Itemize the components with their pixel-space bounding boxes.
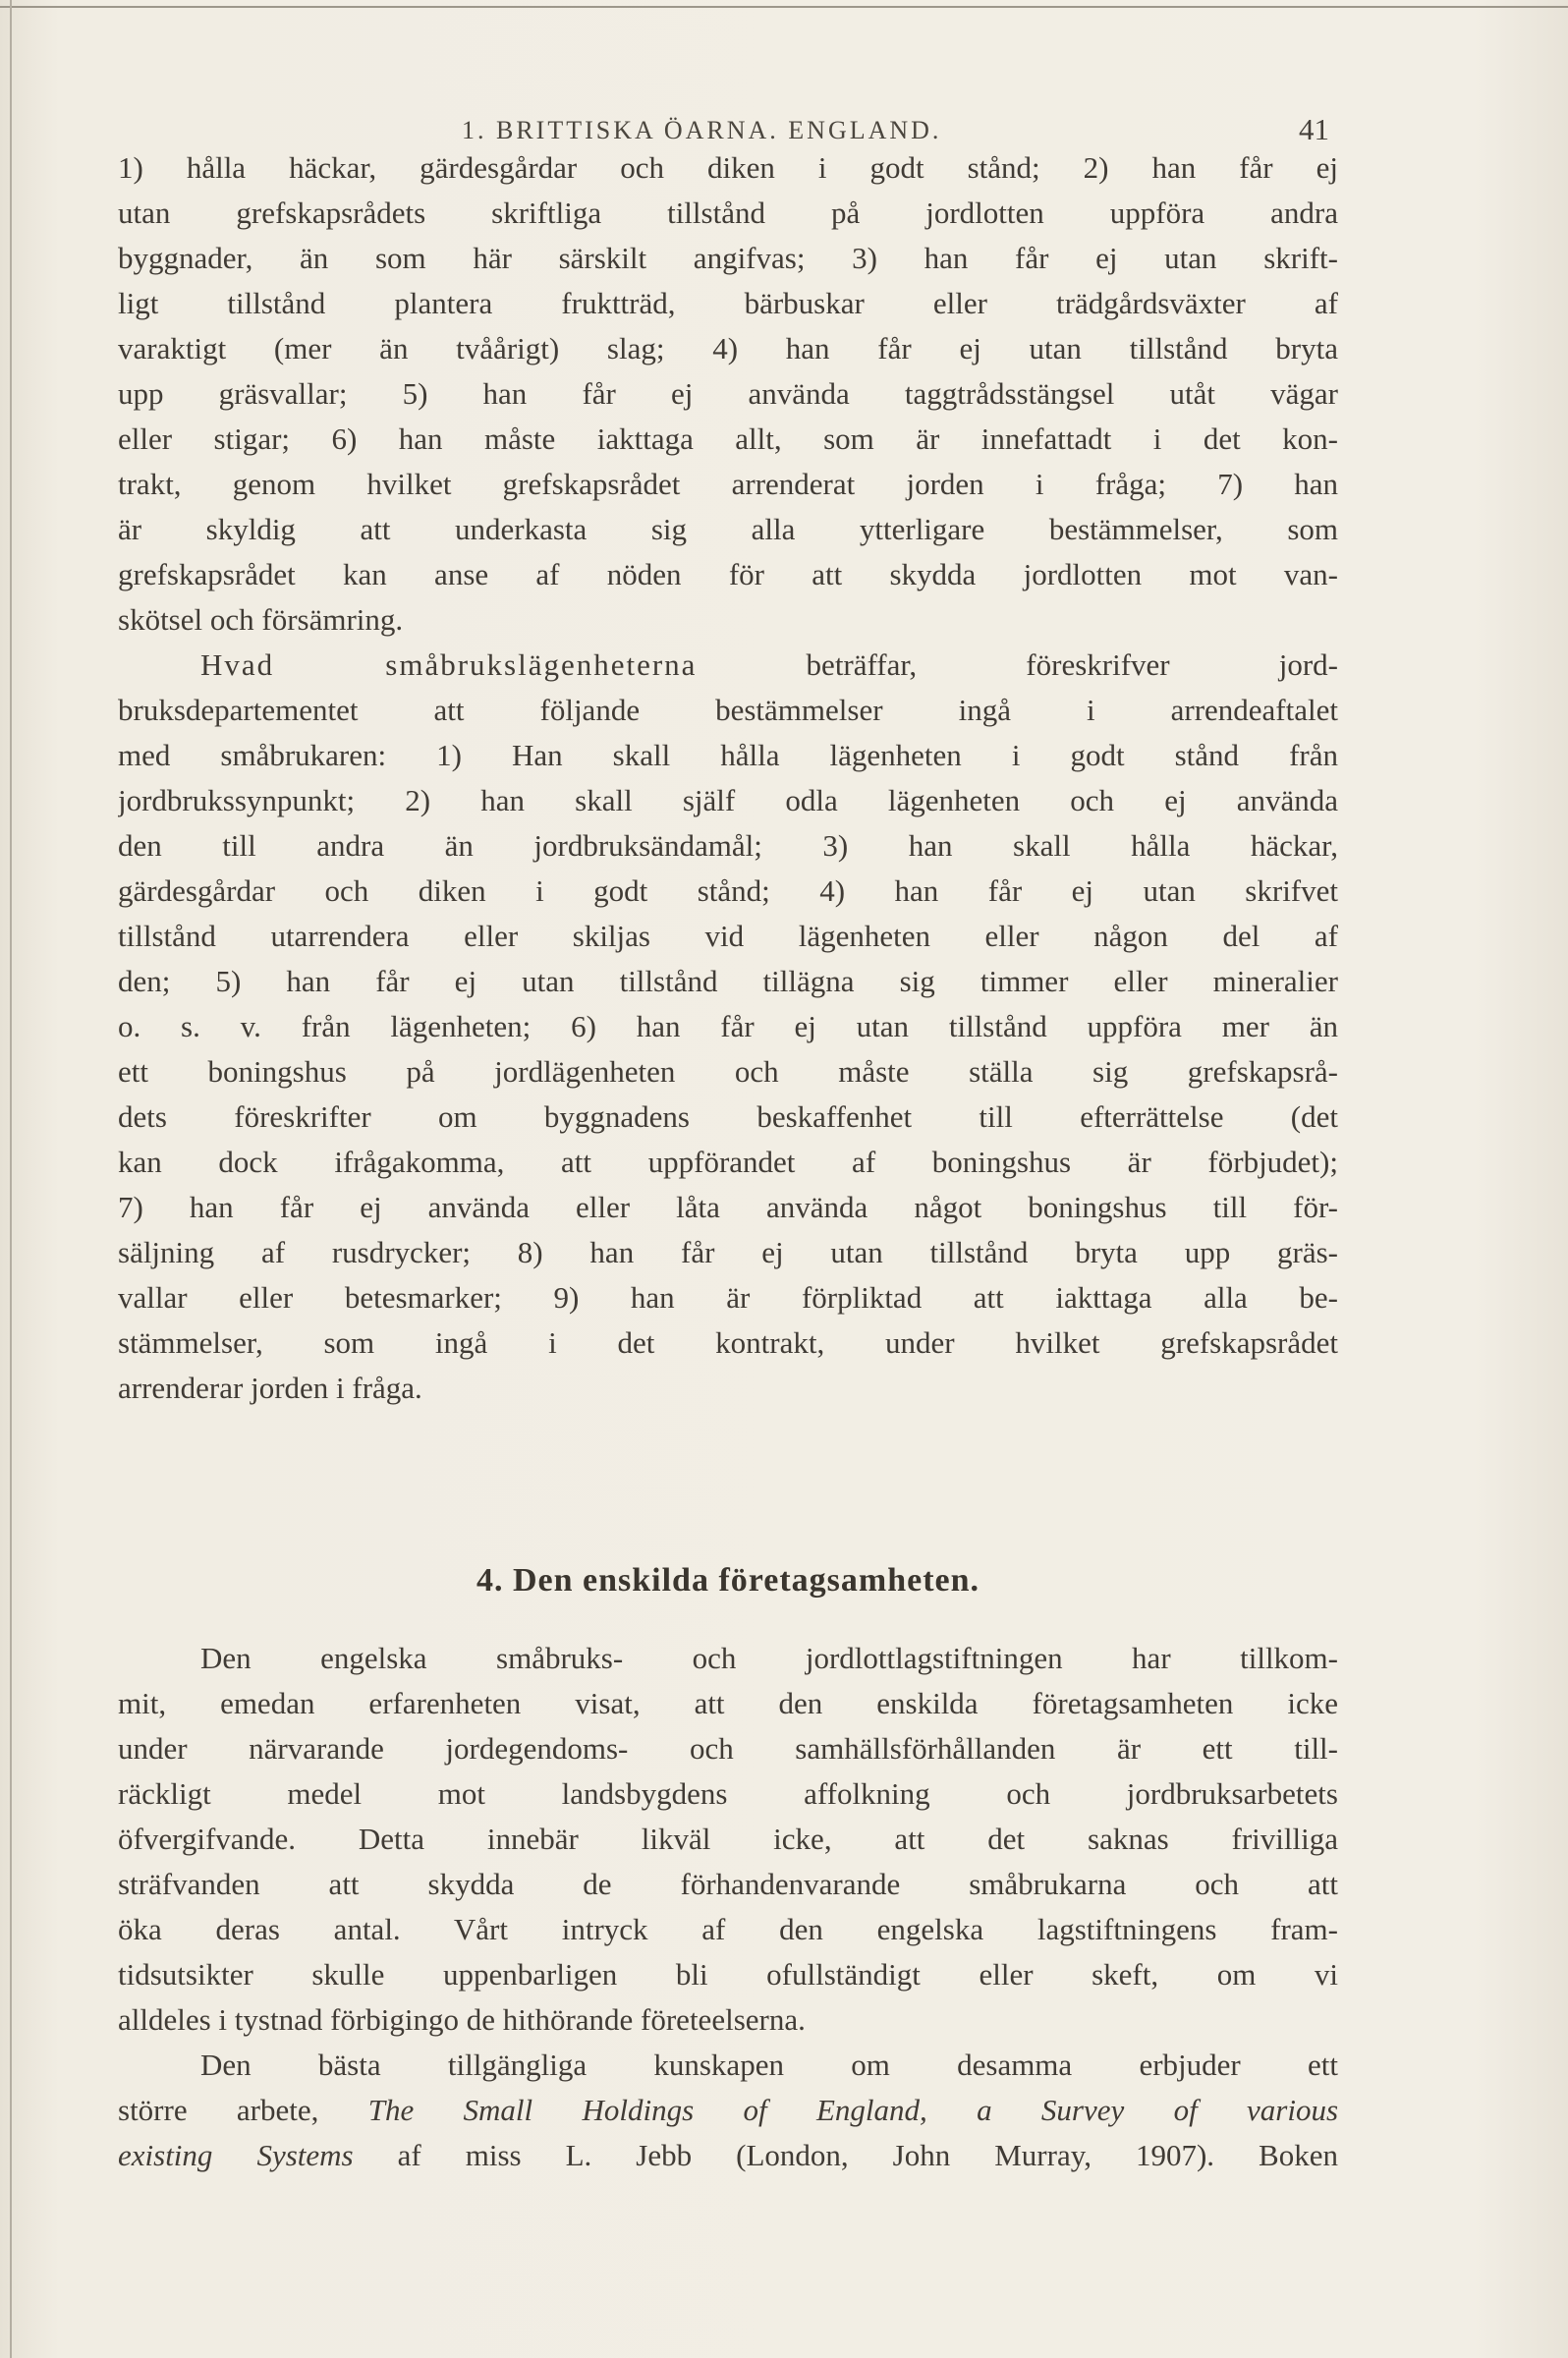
paragraph-first-line	[118, 643, 1338, 688]
text-line: bruksdepartementet att följande bestämmelser ingå i arrendeaftalet	[118, 693, 1338, 727]
text-line: eller stigar; 6) han måste iakttaga allt, som är innefattadt i det kon-	[118, 421, 1338, 456]
text-line: gärdesgårdar och diken i godt stånd; 4) han får ej utan skrifvet	[118, 873, 1338, 908]
text-line: den till andra än jordbruksändamål; 3) han skall hålla häckar,	[118, 828, 1338, 863]
book-title-continued: existing Systems	[118, 2138, 354, 2172]
text-line: stämmelser, som ingå i det kontrakt, under hvilket grefskapsrådet	[118, 1325, 1338, 1360]
text-line: tillstånd utarrendera eller skiljas vid lägenheten eller någon del af	[118, 919, 1338, 953]
text-line: trakt, genom hvilket grefskapsrådet arrenderat jorden i fråga; 7) han	[118, 467, 1338, 501]
body-text-lower	[118, 1636, 1338, 2178]
text-line: vallar eller betesmarker; 9) han är förpliktad att iakttaga alla be-	[118, 1280, 1338, 1315]
text-line: alldeles i tystnad förbigingo de hithörande företeelserna.	[118, 2002, 806, 2037]
text-line: är skyldig att underkasta sig alla ytterligare bestämmelser, som	[118, 512, 1338, 546]
text-line: arrenderar jorden i fråga.	[118, 1371, 422, 1405]
text-line: 7) han får ej använda eller låta använda något boningshus till för-	[118, 1190, 1338, 1224]
text-line: jordbrukssynpunkt; 2) han skall själf odla lägenheten och ej använda	[118, 783, 1338, 817]
text-fragment: större arbete,	[118, 2093, 368, 2127]
running-head: 1. BRITTISKA ÖARNA. ENGLAND.	[462, 116, 942, 144]
body-text-upper	[118, 145, 1338, 1411]
book-title: The Small Holdings of England, a Survey of various	[367, 2093, 1338, 2127]
text-line: med småbrukaren: 1) Han skall hålla lägenheten i godt stånd från	[118, 738, 1338, 772]
text-line: sträfvanden att skydda de förhandenvarande småbrukarna och att	[118, 1867, 1338, 1901]
text-line: den; 5) han får ej utan tillstånd tillägna sig timmer eller mineralier	[118, 964, 1338, 998]
text-fragment: beträffar, föreskrifver jord-	[697, 647, 1338, 682]
text-line: mit, emedan erfarenheten visat, att den enskilda företagsamheten icke	[118, 1686, 1338, 1720]
text-line: öfvergifvande. Detta innebär likväl icke, att det saknas frivilliga	[118, 1822, 1338, 1856]
text-line: tidsutsikter skulle uppenbarligen bli ofullständigt eller skeft, om vi	[118, 1957, 1338, 1992]
text-line: utan grefskapsrådets skriftliga tillstånd på jordlotten uppföra andra	[118, 196, 1338, 230]
text-line: upp gräsvallar; 5) han får ej använda taggtrådsstängsel utåt vägar	[118, 376, 1338, 411]
text-line: byggnader, än som här särskilt angifvas; 3) han får ej utan skrift-	[118, 241, 1338, 275]
text-line: kan dock ifrågakomma, att uppförandet af boningshus är förbjudet);	[118, 1145, 1338, 1179]
page-left-edge	[10, 0, 12, 2358]
text-line: varaktigt (mer än tvåårigt) slag; 4) han får ej utan tillstånd bryta	[118, 331, 1338, 365]
text-line: räckligt medel mot landsbygdens affolkning och jordbruksarbetets	[118, 1776, 1338, 1811]
text-line: dets föreskrifter om byggnadens beskaffenhet till efterrättelse (det	[118, 1099, 1338, 1134]
text-line: skötsel och försämring.	[118, 602, 404, 637]
emphasized-term: Hvad småbrukslägenheterna	[200, 647, 698, 682]
top-border-rule	[0, 6, 1568, 8]
text-line	[118, 2088, 1338, 2133]
text-line: o. s. v. från lägenheten; 6) han får ej utan tillstånd uppföra mer än	[118, 1009, 1338, 1043]
text-line: säljning af rusdrycker; 8) han får ej utan tillstånd bryta upp gräs-	[118, 1235, 1338, 1269]
text-fragment: af miss L. Jebb (London, John Murray, 1907). Boken	[353, 2138, 1338, 2172]
text-line: 1) hålla häckar, gärdesgårdar och diken i godt stånd; 2) han får ej	[118, 150, 1338, 185]
text-line: grefskapsrådet kan anse af nöden för att skydda jordlotten mot van-	[118, 557, 1338, 591]
paragraph-first-line: Den engelska småbruks- och jordlottlagstiftningen har tillkom-	[200, 1641, 1338, 1675]
text-line: ett boningshus på jordlägenheten och måste ställa sig grefskapsrå-	[118, 1054, 1338, 1089]
page-number: 41	[1299, 112, 1329, 146]
paragraph-first-line: Den bästa tillgängliga kunskapen om desamma erbjuder ett	[200, 2048, 1338, 2082]
text-line: ligt tillstånd plantera fruktträd, bärbuskar eller trädgårdsväxter af	[118, 286, 1338, 320]
text-line	[118, 2133, 1338, 2178]
text-line: öka deras antal. Vårt intryck af den engelska lagstiftningens fram-	[118, 1912, 1338, 1946]
text-line: under närvarande jordegendoms- och samhällsförhållanden är ett till-	[118, 1731, 1338, 1766]
section-heading: 4. Den enskilda företagsamheten.	[476, 1562, 980, 1599]
